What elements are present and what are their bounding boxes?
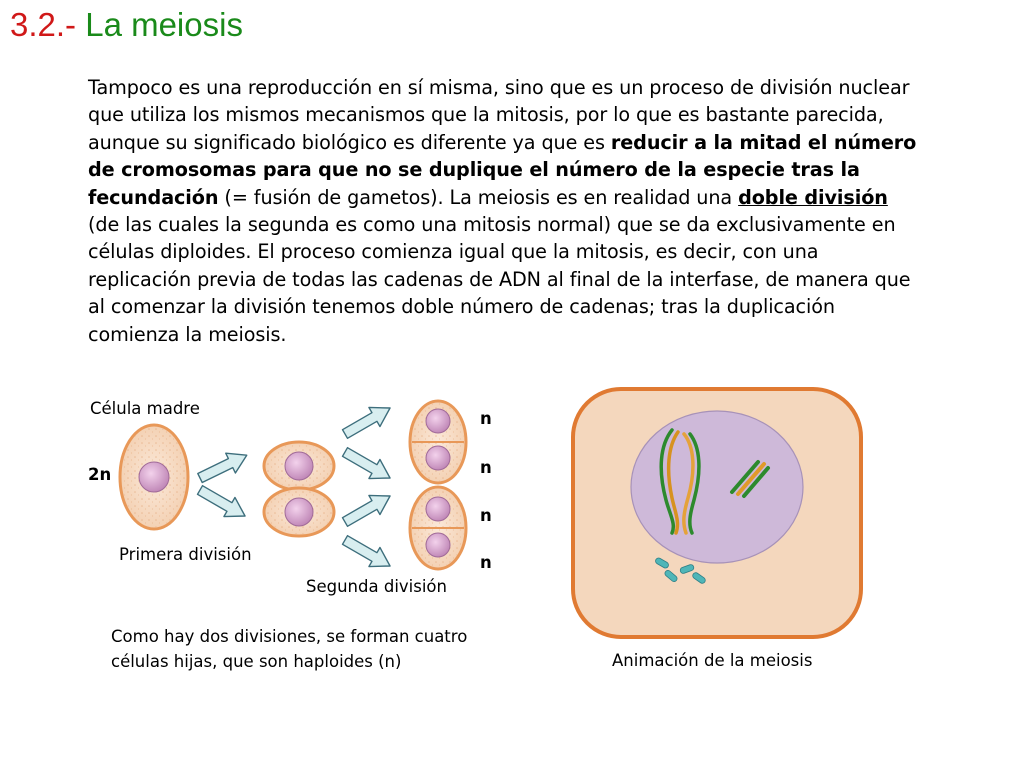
animation-caption: Animación de la meiosis	[612, 651, 813, 670]
paragraph-bold-underlined: doble división	[738, 185, 888, 209]
arrow-second-1	[340, 398, 396, 443]
meiosis-animation-frame[interactable]	[573, 389, 861, 637]
mother-cell	[120, 425, 188, 529]
mother-cell-label: Célula madre	[90, 399, 200, 418]
haploid-label: n	[480, 506, 492, 525]
haploid-label: n	[480, 458, 492, 477]
daughter-cell-1	[264, 442, 334, 490]
arrow-second-2	[340, 442, 396, 487]
paragraph-text-3: (de las cuales la segunda es como una mitosis normal) que se da exclusivamente en células diploides. El proceso comienza igual que la mitosis, es decir, con una replicación previa de todas las cadenas de ADN al final de la interfase, de manera que al comenzar la división tenemos doble número de cadenas; tras la duplicación comienza la meiosis.	[88, 213, 911, 346]
title-text: La meiosis	[85, 6, 243, 43]
caption-line-1: Como hay dos divisiones, se forman cuatro	[111, 627, 468, 646]
second-division-label: Segunda división	[306, 577, 447, 596]
paragraph-text-2: (= fusión de gametos). La meiosis es en realidad una	[218, 185, 739, 209]
ploidy-2n-label: 2n	[88, 465, 112, 484]
arrow-first-up	[195, 445, 251, 488]
paragraph-bold-1: reducir a la mitad el número de cromosomas para que no se duplique el número de la especie tras la fecundación	[88, 130, 917, 209]
caption-line-2: células hijas, que son haploides (n)	[111, 652, 402, 671]
haploid-pair-bottom	[410, 487, 466, 569]
arrow-second-4	[340, 530, 396, 575]
arrow-second-3	[340, 486, 396, 531]
paragraph-text-1: Tampoco es una reproducción en sí misma, sino que es un proceso de división nuclear que utiliza los mismos mecanismos que la mitosis, por lo que es bastante parecida, aunque su significado biológico es diferente ya que es	[88, 76, 910, 154]
first-division-label: Primera división	[119, 545, 252, 564]
haploid-label: n	[480, 409, 492, 428]
haploid-pair-top	[410, 401, 466, 483]
arrow-first-down	[195, 480, 251, 525]
title-number: 3.2.-	[10, 6, 77, 43]
daughter-cell-2	[264, 488, 334, 536]
haploid-label: n	[480, 553, 492, 572]
